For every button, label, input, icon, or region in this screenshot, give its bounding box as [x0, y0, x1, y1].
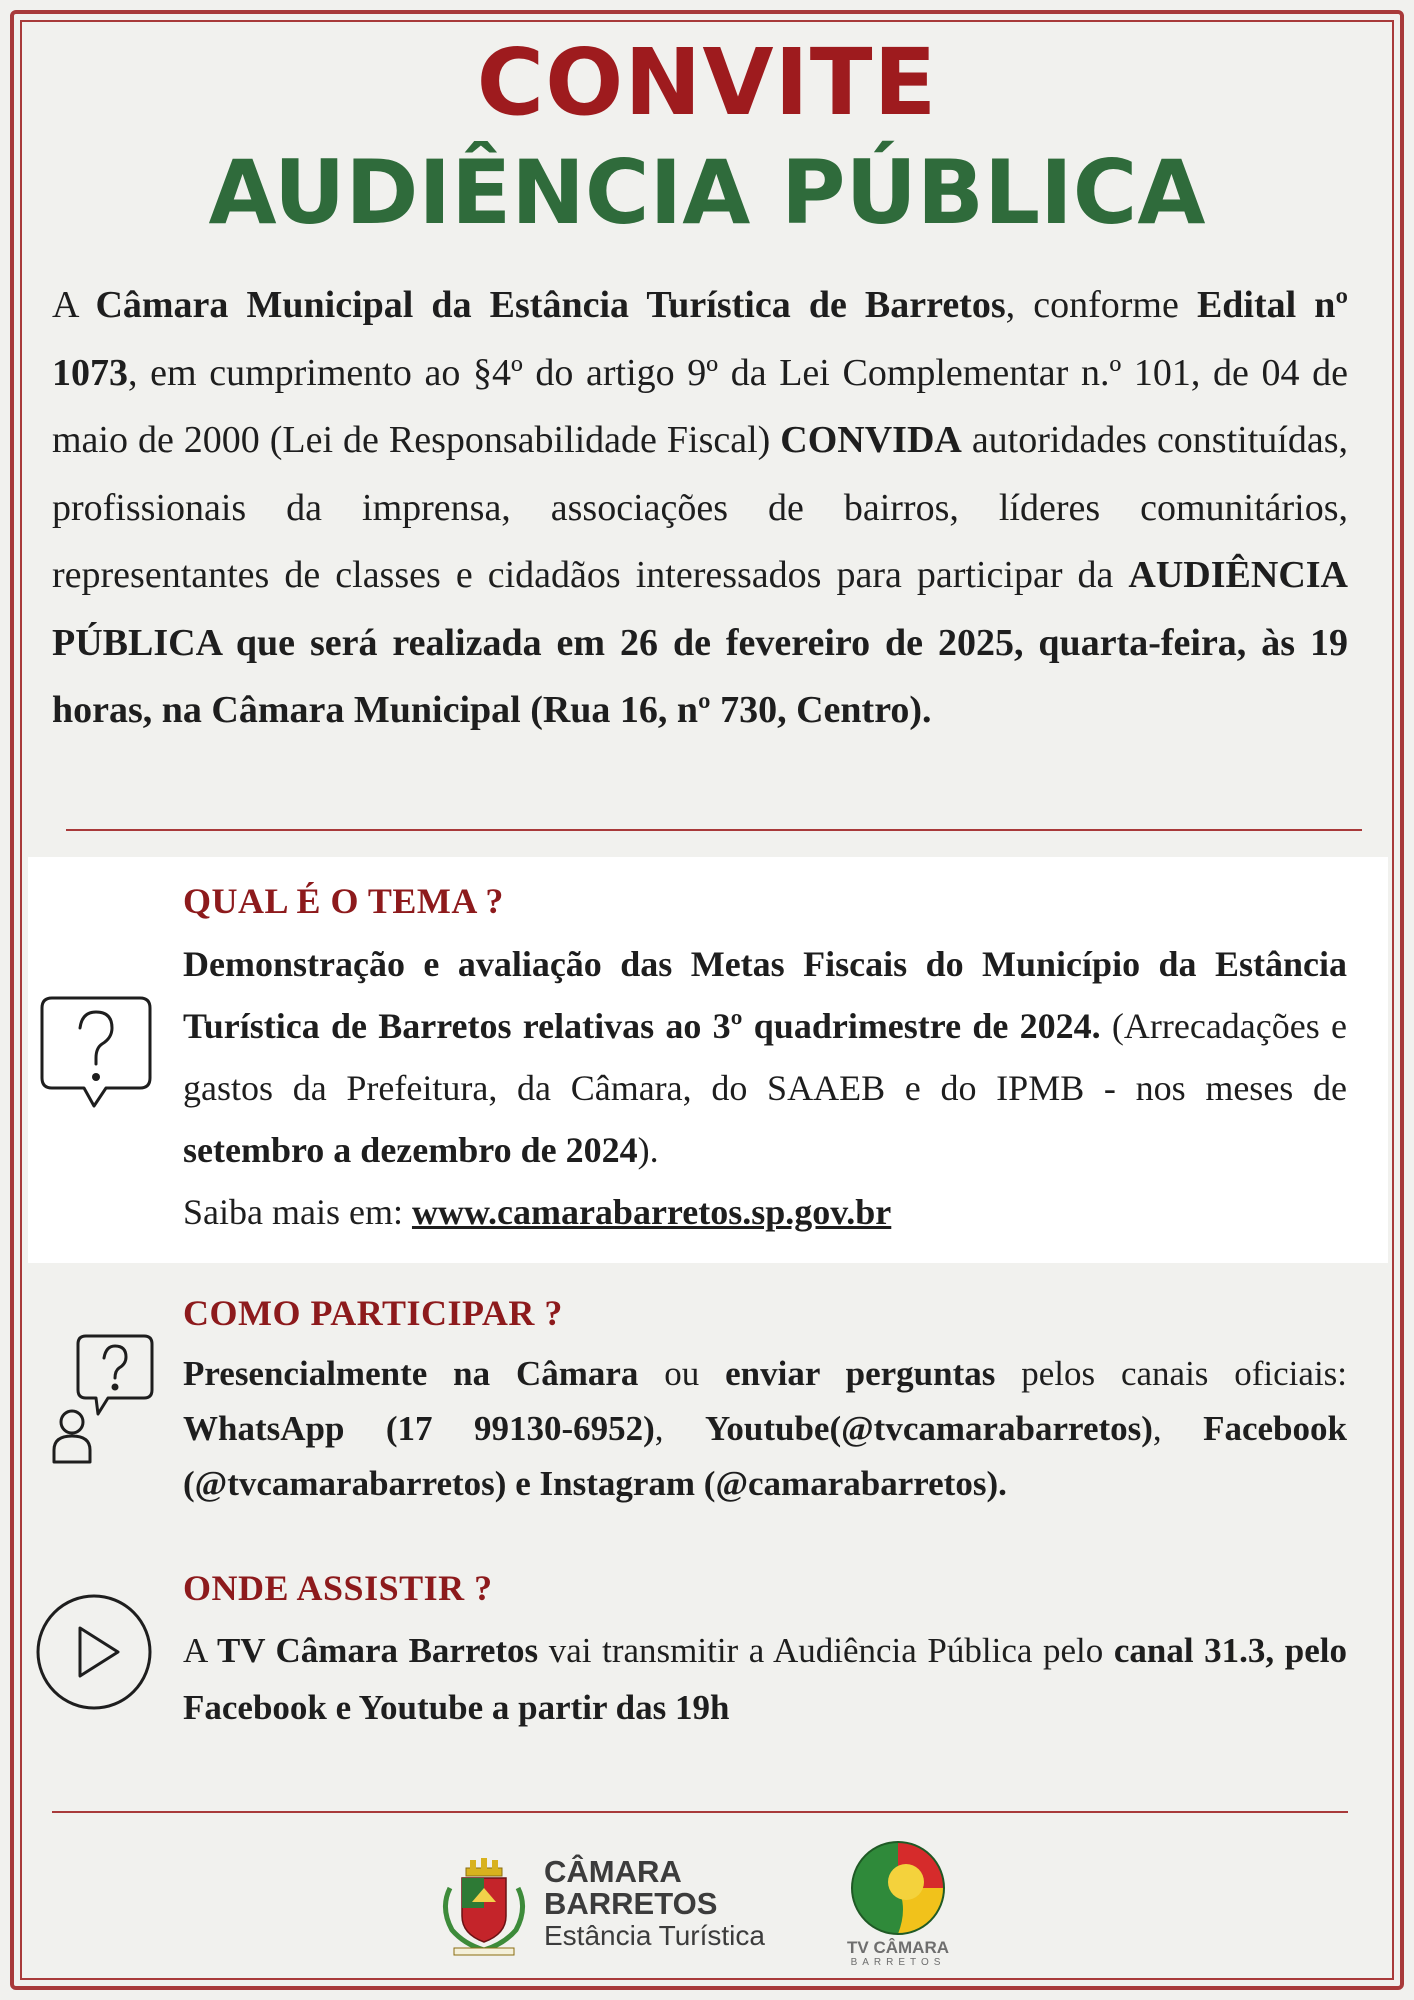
- divider-bottom: [52, 1811, 1348, 1813]
- person-question-icon: [46, 1330, 158, 1466]
- title-audiencia-publica: AUDIÊNCIA PÚBLICA: [208, 141, 1206, 244]
- participar-title: COMO PARTICIPAR ?: [183, 1293, 563, 1333]
- assistir-body: [183, 1622, 1347, 1736]
- question-bubble-icon: [36, 992, 156, 1124]
- participar-bold: enviar perguntas: [725, 1354, 996, 1393]
- title-convite: CONVITE: [476, 29, 938, 136]
- website-link[interactable]: www.camarabarretos.sp.gov.br: [411, 1192, 892, 1232]
- tema-title: QUAL É O TEMA ?: [183, 881, 504, 921]
- intro-bold: CONVIDA: [780, 419, 962, 461]
- tema-text: (Arrecadações e gastos da Prefeitura, da Câmara, do SAAEB e do IPMB - nos meses de: [183, 1006, 1347, 1108]
- camara-logo-line1: CÂMARA: [544, 1854, 682, 1889]
- intro-bold: AUDIÊNCIA PÚBLICA que será realizada em 26 de fevereiro de 2025, quarta-feira, às 19 horas, na Câmara Municipal (Rua 16, nº 730, Centro).: [52, 554, 1348, 731]
- intro-bold: Edital nº 1073: [52, 284, 1348, 394]
- intro-text: A: [52, 284, 96, 326]
- assistir-title: ONDE ASSISTIR ?: [183, 1568, 493, 1608]
- intro-text: , conforme: [1005, 284, 1197, 326]
- camara-logo-line2: BARRETOS: [544, 1886, 718, 1921]
- youtube-handle: Youtube(@tvcamarabarretos): [704, 1409, 1153, 1448]
- intro-paragraph: [52, 272, 1348, 745]
- play-circle-icon: [34, 1592, 154, 1712]
- participar-text: ,: [654, 1409, 705, 1448]
- intro-text: autoridades constituídas, profissionais da imprensa, associações de bairros, líderes comunitários, representantes de classes e cidadãos interessados para participar da: [52, 419, 1348, 596]
- tema-more-label: Saiba mais em:: [183, 1192, 412, 1232]
- assistir-bold: TV Câmara Barretos: [216, 1631, 539, 1670]
- tv-logo-line1: TV CÂMARA: [847, 1938, 949, 1957]
- social-handles: Facebook (@tvcamarabarretos) e Instagram (@camarabarretos).: [183, 1409, 1347, 1503]
- participar-text: ,: [1152, 1409, 1204, 1448]
- participar-text: ou: [638, 1354, 726, 1393]
- assistir-text: A: [183, 1631, 217, 1670]
- assistir-text: vai transmitir a Audiência Pública pelo: [538, 1631, 1114, 1670]
- intro-text: , em cumprimento ao §4º do artigo 9º da Lei Complementar n.º 101, de 04 de maio de 2000 (Lei de Responsabilidade Fiscal): [52, 351, 1348, 461]
- tema-bold: setembro a dezembro de 2024: [183, 1130, 638, 1170]
- participar-body: [183, 1346, 1347, 1511]
- intro-bold: Câmara Municipal da Estância Turística de Barretos: [95, 284, 1006, 326]
- tema-body: [183, 933, 1347, 1243]
- municipal-crest-icon: [436, 1858, 532, 1958]
- participar-bold: Presencialmente na Câmara: [183, 1354, 639, 1393]
- divider-top: [66, 829, 1362, 831]
- tv-logo-line2: BARRETOS: [850, 1957, 946, 1968]
- tema-bold: Demonstração e avaliação das Metas Fiscais do Município da Estância Turística de Barretos relativas ao 3º quadrimestre de 2024.: [183, 944, 1347, 1046]
- participar-text: pelos canais oficiais:: [995, 1354, 1348, 1393]
- tema-text: ).: [637, 1130, 659, 1170]
- tv-camara-logo-icon: [848, 1838, 948, 1938]
- camara-logo-line3: Estância Turística: [544, 1920, 765, 1951]
- assistir-bold: canal 31.3, pelo Facebook e Youtube a partir das 19h: [183, 1631, 1347, 1727]
- whatsapp-contact: WhatsApp (17 99130-6952): [183, 1409, 655, 1448]
